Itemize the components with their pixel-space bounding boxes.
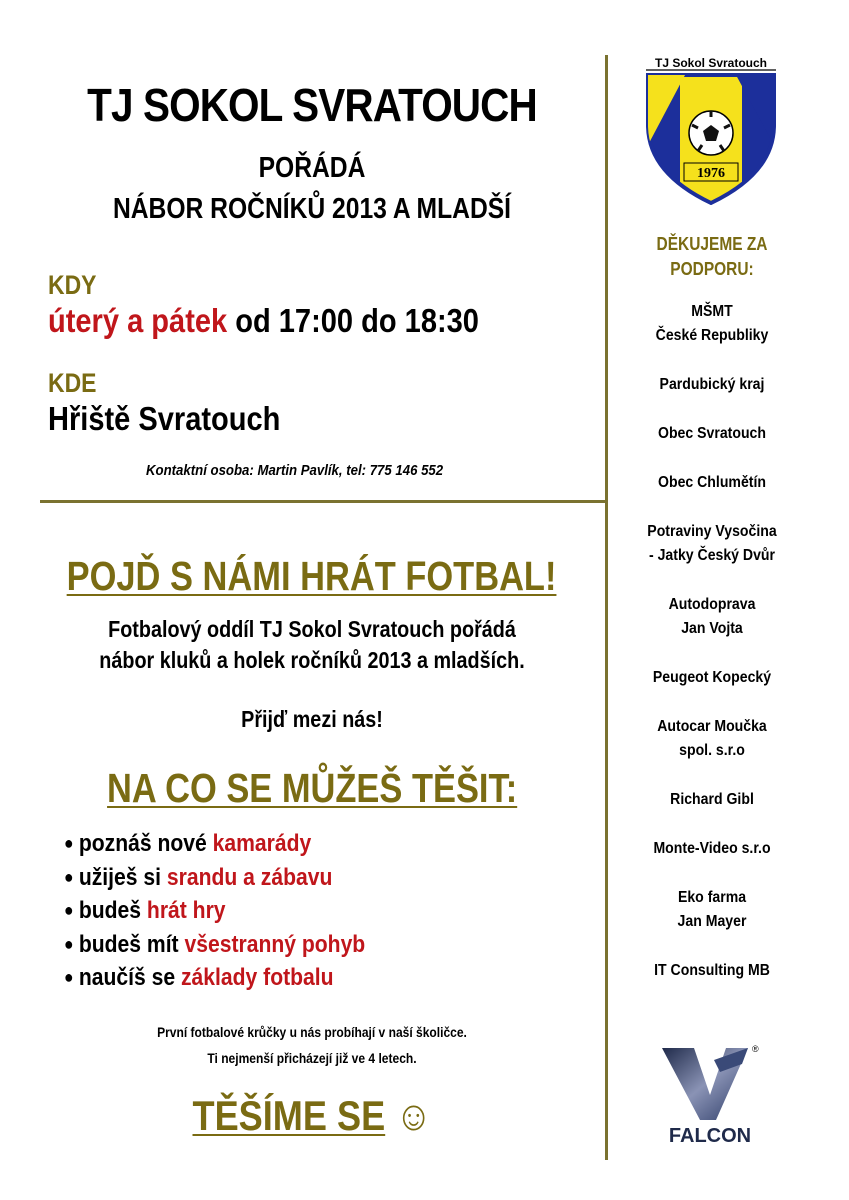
sponsor-line: Jan Vojta — [681, 620, 743, 637]
sponsor-line: Monte-Video s.r.o — [653, 840, 771, 857]
sponsor-item — [612, 593, 812, 641]
item-highlight: všestranný pohyb — [184, 930, 366, 958]
item-highlight: srandu a zábavu — [166, 863, 333, 891]
list-item — [64, 862, 365, 896]
thanks-line-1: DĚKUJEME ZA — [656, 234, 768, 254]
closing-heading — [20, 1092, 604, 1140]
sponsor-item — [612, 422, 812, 446]
benefits-list — [64, 828, 406, 996]
sponsor-line: Peugeot Kopecký — [652, 669, 772, 686]
sponsor-item — [612, 666, 812, 690]
sponsor-line: Eko farma — [677, 889, 747, 906]
list-item — [64, 828, 365, 862]
list-item — [64, 929, 365, 963]
when-time: od 17:00 do 18:30 — [227, 302, 479, 339]
sponsor-line: MŠMT — [691, 303, 733, 320]
main-headline-text: POJĎ S NÁMI HRÁT FOTBAL! — [67, 553, 557, 599]
bullet-icon: ● — [64, 833, 74, 853]
sponsor-line: České Republiky — [655, 327, 769, 344]
sponsor-item — [612, 959, 812, 983]
sponsor-item — [612, 300, 812, 348]
sponsor-line: Obec Chlumětín — [658, 474, 766, 491]
note-line-2: Ti nejmenší přicházejí již ve 4 letech. — [207, 1050, 417, 1066]
item-text: užiješ si — [78, 863, 167, 891]
item-text: budeš mít — [78, 930, 185, 958]
sponsor-item — [612, 373, 812, 397]
when-label: KDY — [48, 270, 97, 300]
intro-line-2: nábor kluků a holek ročníků 2013 a mladších. — [99, 647, 525, 673]
sponsor-line: Autocar Moučka — [657, 718, 767, 735]
sponsor-line: spol. s.r.o — [679, 742, 745, 759]
registered-mark: ® — [752, 1044, 759, 1054]
sponsor-list — [612, 300, 812, 1008]
smiley-icon: ☺ — [394, 1092, 432, 1139]
sponsor-line: Autodoprava — [668, 596, 756, 613]
when-line — [48, 302, 479, 340]
main-headline — [20, 553, 604, 600]
organizes-heading: POŘÁDÁ — [258, 152, 366, 184]
item-text: poznáš nové — [78, 830, 213, 857]
look-forward-text: NA CO SE MŮŽEŠ TĚŠIT: — [106, 765, 518, 811]
horizontal-divider — [40, 500, 607, 503]
crest-year: 1976 — [697, 166, 725, 181]
item-text: budeš — [78, 897, 147, 924]
item-text: naučíš se — [78, 964, 181, 991]
where-place: Hřiště Svratouch — [48, 400, 281, 437]
note-line-1: První fotbalové krůčky u nás probíhají v naší školičce. — [157, 1024, 467, 1040]
item-highlight: kamarády — [212, 830, 312, 857]
item-highlight: základy fotbalu — [180, 964, 334, 991]
thanks-heading — [612, 232, 812, 282]
club-crest-logo — [640, 55, 782, 205]
sponsor-line: - Jatky Český Dvůr — [648, 547, 776, 564]
crest-club-name: TJ Sokol Svratouch — [654, 56, 768, 70]
join-us-line: Přijď mezi nás! — [241, 706, 383, 732]
falcon-brand-name: FALCON — [668, 1125, 752, 1147]
contact-line: Kontaktní osoba: Martin Pavlík, tel: 775 146 552 — [146, 462, 444, 479]
bullet-icon: ● — [64, 900, 74, 920]
school-note — [20, 1019, 604, 1071]
falcon-logo — [652, 1040, 767, 1148]
bullet-icon: ● — [64, 967, 74, 987]
intro-line-1: Fotbalový oddíl TJ Sokol Svratouch pořádá — [108, 616, 516, 642]
sponsor-item — [612, 520, 812, 568]
sponsor-item — [612, 788, 812, 812]
bullet-icon: ● — [64, 866, 74, 887]
thanks-line-2: PODPORU: — [670, 259, 754, 279]
bullet-icon: ● — [64, 933, 74, 954]
sponsor-item — [612, 715, 812, 763]
sponsor-item — [612, 837, 812, 861]
item-highlight: hrát hry — [146, 897, 226, 924]
vertical-divider — [605, 55, 608, 1160]
sponsor-line: Potraviny Vysočina — [647, 523, 777, 540]
list-item — [64, 895, 365, 929]
sponsor-line: Obec Svratouch — [658, 425, 766, 442]
recruitment-heading: NÁBOR ROČNÍKŮ 2013 A MLADŠÍ — [112, 193, 512, 225]
sponsor-line: Richard Gibl — [670, 791, 754, 808]
sponsor-line: IT Consulting MB — [654, 962, 770, 979]
look-forward-heading — [20, 765, 604, 812]
intro-text — [20, 614, 604, 676]
join-us-text — [20, 706, 604, 733]
sponsor-item — [612, 886, 812, 934]
list-item — [64, 962, 365, 996]
sponsor-line: Jan Mayer — [677, 913, 747, 930]
sponsor-line: Pardubický kraj — [659, 376, 765, 393]
when-days: úterý a pátek — [48, 302, 228, 339]
where-label: KDE — [48, 368, 97, 398]
closing-text: TĚŠÍME SE — [192, 1092, 385, 1139]
club-title: TJ SOKOL SVRATOUCH — [87, 79, 537, 131]
sponsor-item — [612, 471, 812, 495]
